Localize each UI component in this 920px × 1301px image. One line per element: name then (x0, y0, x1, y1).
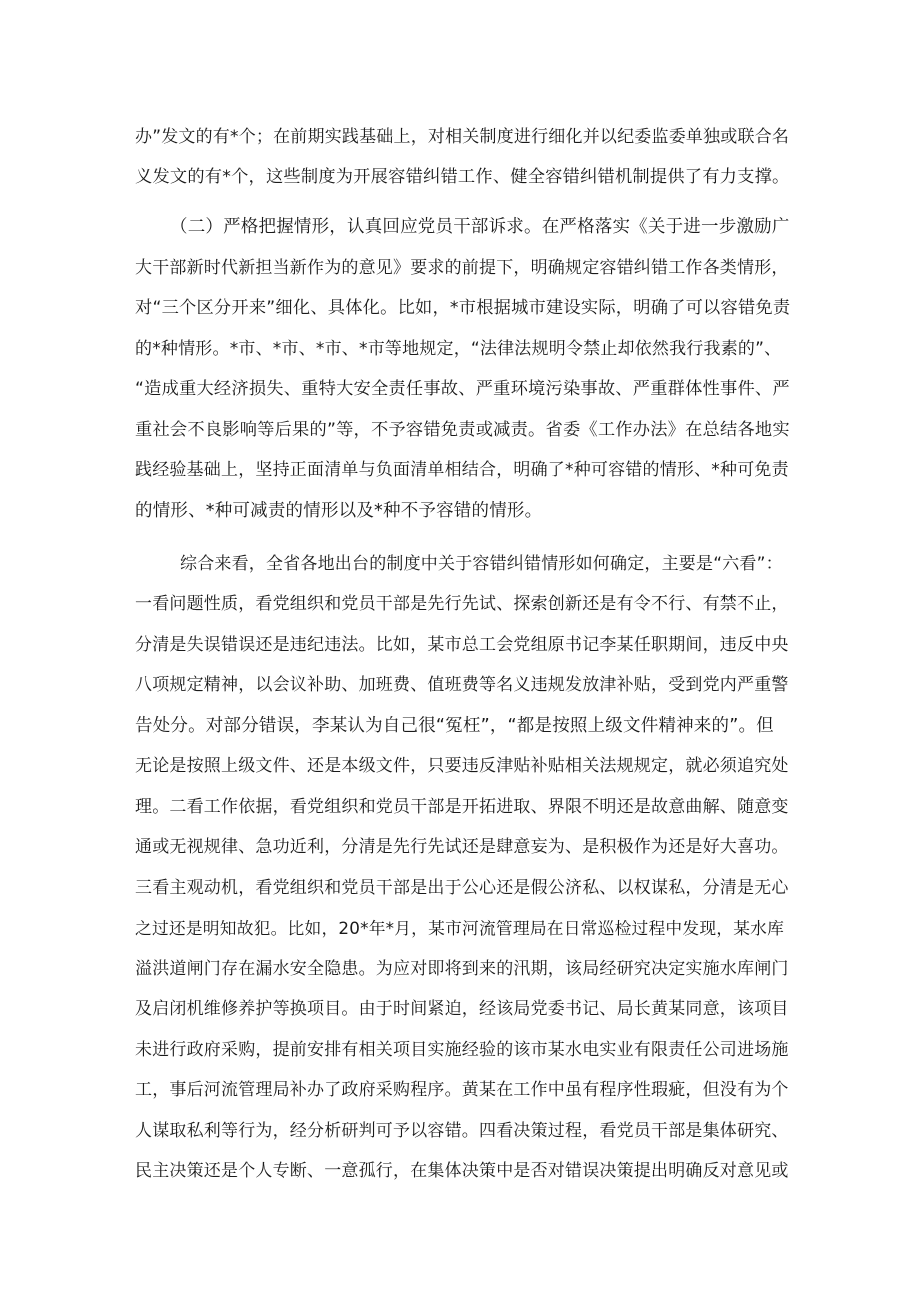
text-line: 的情形、*种可减责的情形以及*种不予容错的情形。 (135, 501, 543, 521)
text-line: 的*种情形。*市、*市、*市、*市等地规定，“法律法规明令禁止却依然我行我素的”、 (135, 339, 782, 359)
text-line: 及启闭机维修养护等换项目。由于时间紧迫，经该局党委书记、局长黄某同意，该项目 (135, 999, 789, 1019)
text-line: 告处分。对部分错误，李某认为自己很“冤枉”，“都是按照上级文件精神来的”。但 (135, 716, 774, 736)
text-line: 一看问题性质，看党组织和党员干部是先行先试、探索创新还是有令不行、有禁不止， (135, 594, 789, 614)
text-line: 三看主观动机，看党组织和党员干部是出于公心还是假公济私、以权谋私，分清是无心 (135, 878, 789, 898)
text-line: 未进行政府采购，提前安排有相关项目实施经验的该市某水电实业有限责任公司进场施 (135, 1040, 789, 1060)
text-line: 人谋取私利等行为，经分析研判可予以容错。四看决策过程，看党员干部是集体研究、 (135, 1121, 789, 1141)
text-line: 分清是失误错误还是违纪违法。比如，某市总工会党组原书记李某任职期间，违反中央 (135, 635, 789, 655)
text-line: 重社会不良影响等后果的”等，不予容错免责或减责。省委《工作办法》在总结各地实 (135, 420, 790, 440)
text-line: 通或无视规律、急功近利，分清是先行先试还是肆意妄为、是积极作为还是好大喜功。 (135, 837, 789, 857)
text-line: 民主决策还是个人专断、一意孤行，在集体决策中是否对错误决策提出明确反对意见或 (135, 1161, 789, 1181)
text-line: 践经验基础上，坚持正面清单与负面清单相结合，明确了*种可容错的情形、*种可免责 (135, 460, 789, 480)
text-line: 义发文的有*个，这些制度为开展容错纠错工作、健全容错纠错机制提供了有力支撑。 (135, 167, 790, 187)
text-line: 大干部新时代新担当新作为的意见》要求的前提下，明确规定容错纠错工作各类情形， (135, 258, 789, 278)
text-line: 八项规定精神，以会议补助、加班费、值班费等名义违规发放津补贴，受到党内严重警 (135, 675, 789, 695)
text-line: 理。二看工作依据，看党组织和党员干部是开拓进取、界限不明还是故意曲解、随意变 (135, 797, 789, 817)
text-line: 无论是按照上级文件、还是本级文件，只要违反津贴补贴相关法规规定，就必须追究处 (135, 756, 789, 776)
paragraph-first-line: 综合来看，全省各地出台的制度中关于容错纠错情形如何确定，主要是“六看”： (180, 554, 783, 574)
paragraph-heading-line: （二）严格把握情形，认真回应党员干部诉求。在严格落实《关于进一步激励广 (170, 217, 790, 237)
text-line: 对“三个区分开来”细化、具体化。比如，*市根据城市建设实际，明确了可以容错免责 (135, 298, 791, 318)
text-line: 溢洪道闸门存在漏水安全隐患。为应对即将到来的汛期，该局经研究决定实施水库闸门 (135, 959, 789, 979)
text-line: 之过还是明知故犯。比如，20*年*月，某市河流管理局在日常巡检过程中发现，某水库 (135, 918, 785, 938)
text-line: 工，事后河流管理局补办了政府采购程序。黄某在工作中虽有程序性瑕疵，但没有为个 (135, 1080, 789, 1100)
text-line: 办”发文的有*个；在前期实践基础上，对相关制度进行细化并以纪委监委单独或联合名 (135, 127, 790, 147)
text-line: “造成重大经济损失、重特大安全责任事故、严重环境污染事故、严重群体性事件、严 (135, 379, 790, 399)
